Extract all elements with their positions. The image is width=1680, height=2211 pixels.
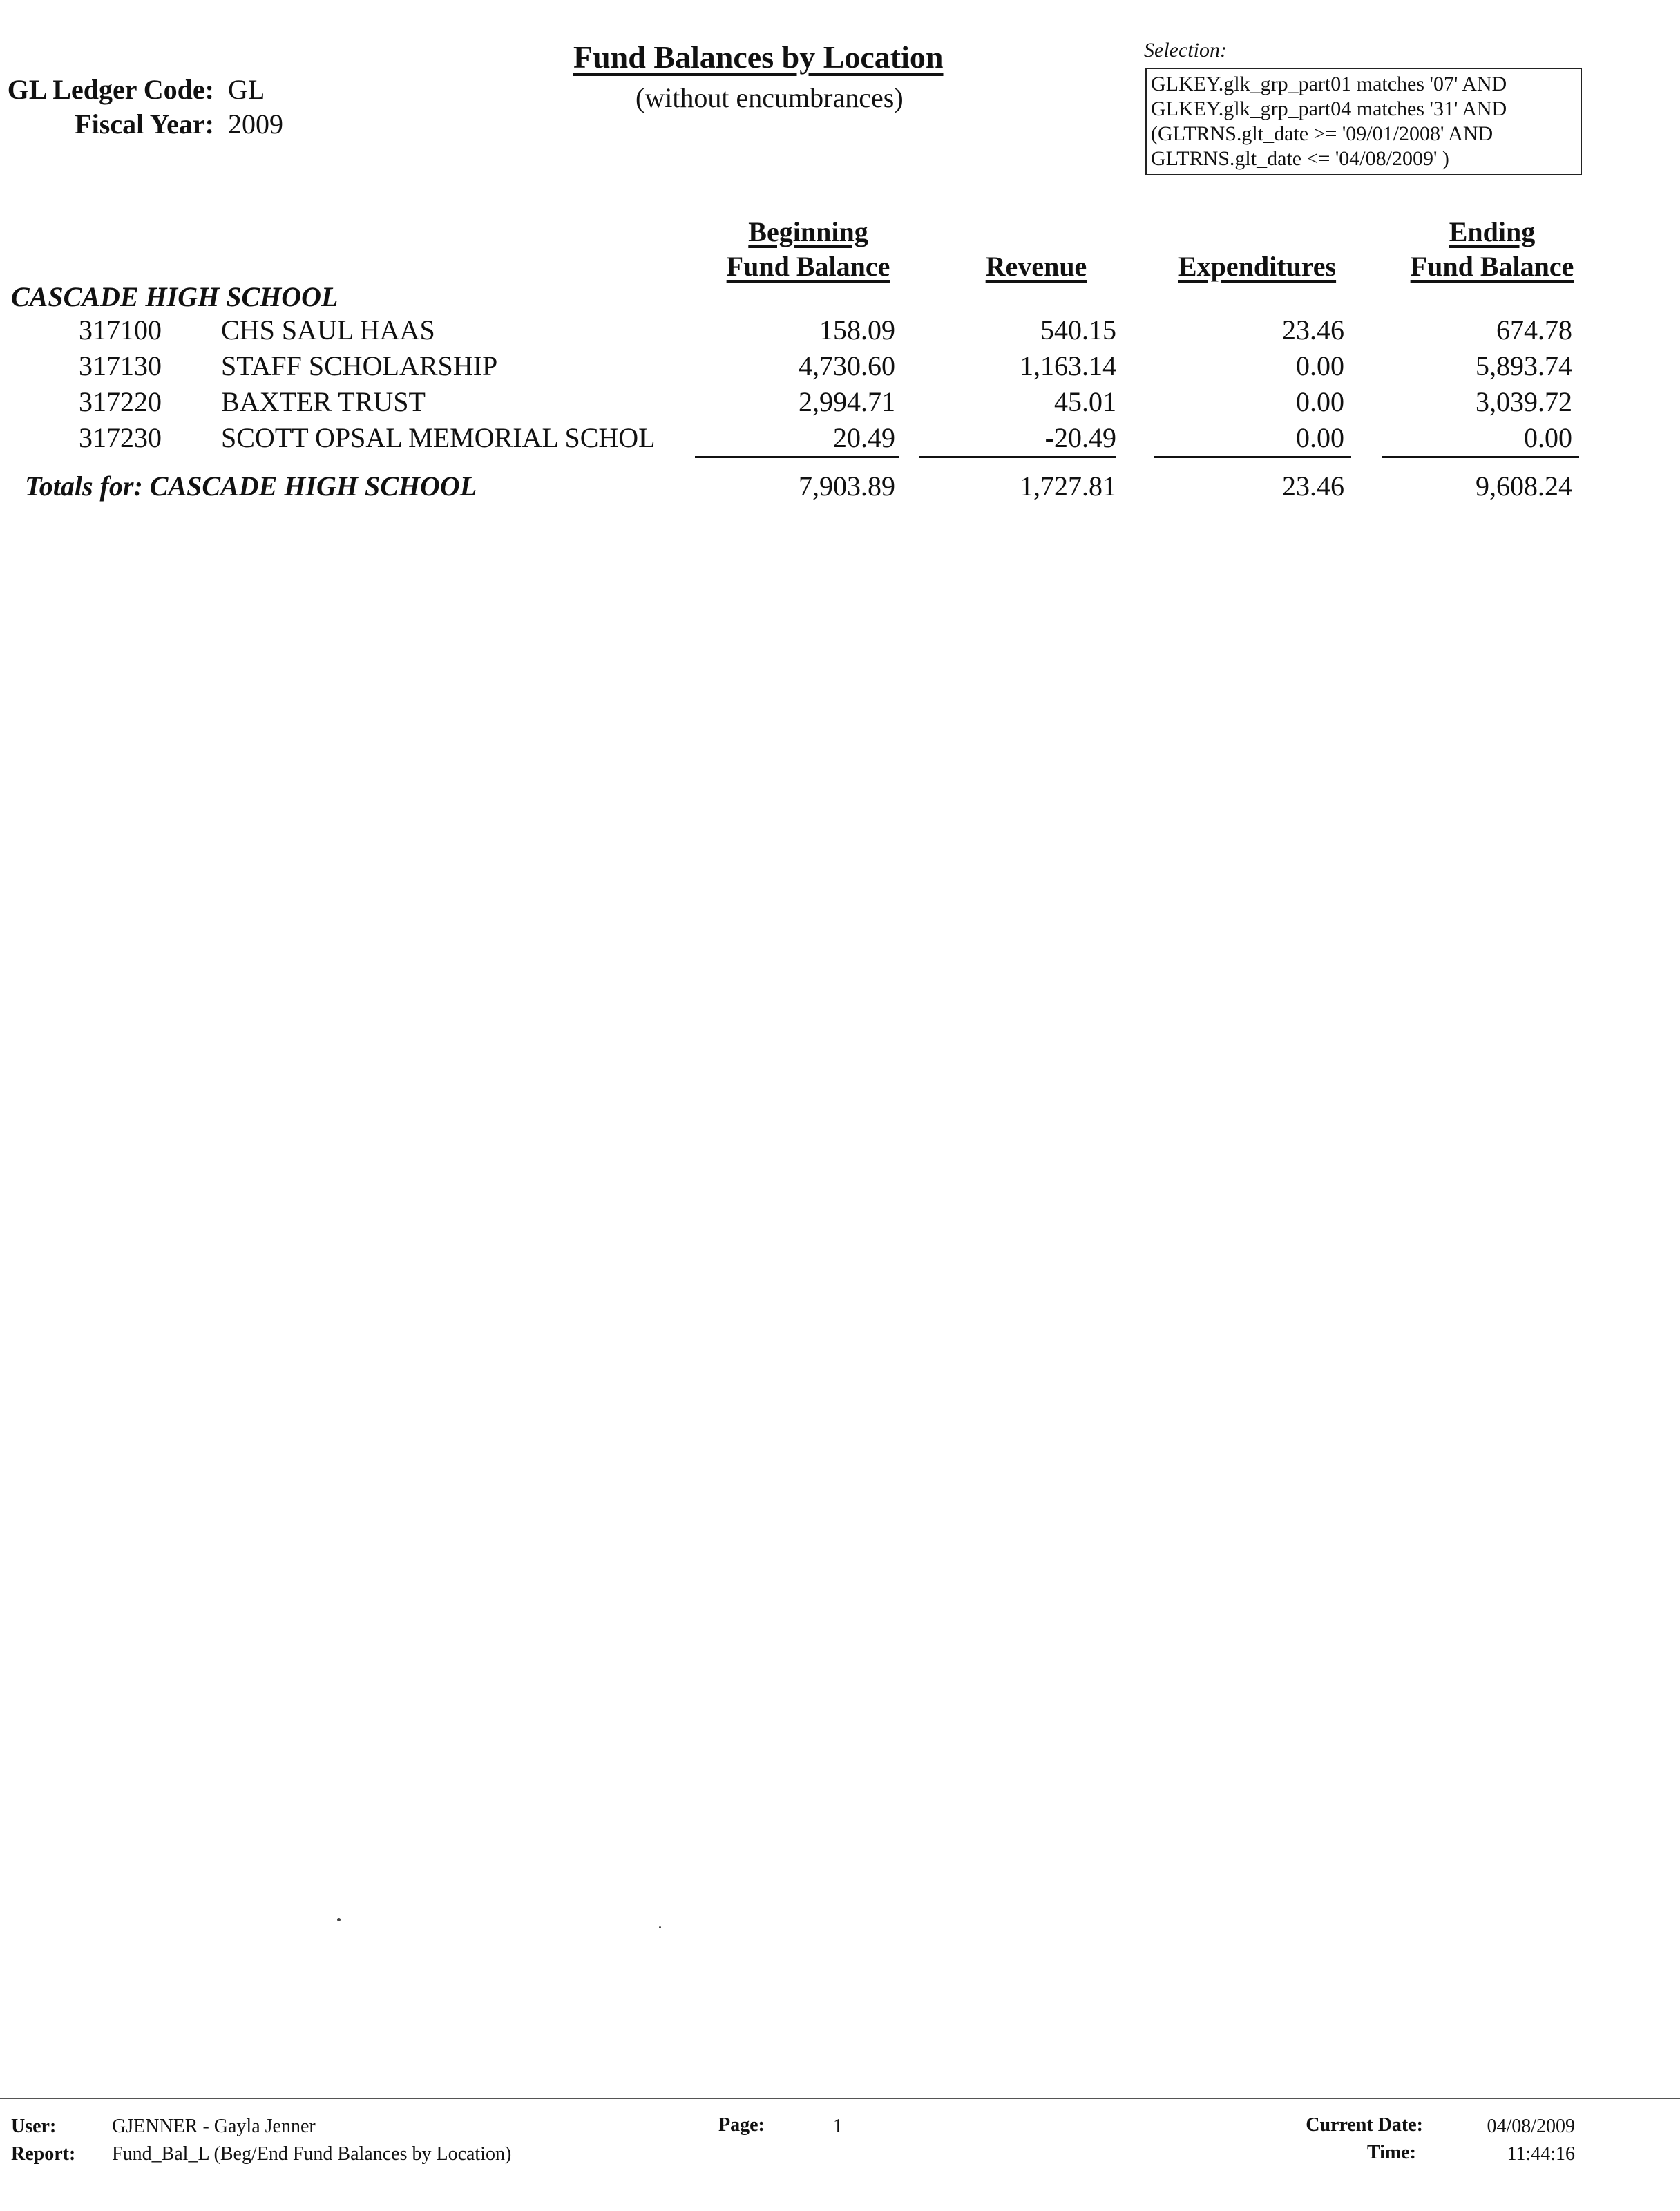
- ledger-code-label: GL Ledger Code:: [7, 74, 214, 105]
- current-date-label: Current Date:: [1306, 2114, 1423, 2136]
- account-name: STAFF SCHOLARSHIP: [221, 350, 498, 381]
- table-row: [0, 350, 1680, 386]
- revenue-value: -20.49: [1044, 422, 1116, 453]
- account-name: BAXTER TRUST: [221, 386, 426, 417]
- total-revenue: 1,727.81: [1020, 471, 1116, 502]
- table-row: [0, 314, 1680, 350]
- col-header-ending-1: Ending: [1449, 216, 1536, 247]
- report-label: Report:: [11, 2143, 76, 2165]
- selection-label: Selection:: [1144, 39, 1227, 61]
- expenditures-value: 0.00: [1296, 422, 1344, 453]
- expenditures-value: 0.00: [1296, 386, 1344, 417]
- table-row: [0, 421, 1680, 457]
- account-code: 317100: [79, 314, 162, 345]
- total-beginning-balance: 7,903.89: [799, 471, 895, 502]
- totals-label: Totals for: CASCADE HIGH SCHOOL: [25, 471, 477, 502]
- subtotal-rule: [695, 456, 899, 458]
- selection-criteria-line: GLTRNS.glt_date <= '04/08/2009' ): [1151, 147, 1449, 170]
- beginning-balance: 20.49: [833, 422, 895, 453]
- subtotal-rule: [1154, 456, 1351, 458]
- selection-criteria-box: [1145, 68, 1582, 175]
- report-value: Fund_Bal_L (Beg/End Fund Balances by Location): [112, 2143, 512, 2165]
- user-value: GJENNER - Gayla Jenner: [112, 2116, 316, 2137]
- account-name: SCOTT OPSAL MEMORIAL SCHOL: [221, 422, 656, 453]
- account-code: 317220: [79, 386, 162, 417]
- ending-balance: 674.78: [1496, 314, 1572, 345]
- totals-row: [0, 470, 1680, 506]
- page-number: 1: [833, 2116, 843, 2137]
- selection-criteria-line: (GLTRNS.glt_date >= '09/01/2008' AND: [1151, 122, 1493, 145]
- current-date-value: 04/08/2009: [1487, 2116, 1575, 2137]
- user-label: User:: [11, 2116, 57, 2137]
- fiscal-year-label: Fiscal Year:: [75, 108, 214, 140]
- revenue-value: 45.01: [1054, 386, 1116, 417]
- ledger-code-value: GL: [228, 74, 265, 105]
- subtotal-rule: [919, 456, 1116, 458]
- revenue-value: 1,163.14: [1020, 350, 1116, 381]
- expenditures-value: 0.00: [1296, 350, 1344, 381]
- time-label: Time:: [1366, 2142, 1416, 2163]
- col-header-expenditures: Expenditures: [1178, 251, 1337, 282]
- scan-speck: [659, 1926, 661, 1928]
- col-header-beginning-1: Beginning: [748, 216, 868, 247]
- ending-balance: 3,039.72: [1476, 386, 1572, 417]
- col-header-revenue: Revenue: [985, 251, 1087, 282]
- fiscal-year-value: 2009: [228, 108, 283, 140]
- report-subtitle: (without encumbrances): [636, 82, 904, 113]
- page-label: Page:: [718, 2114, 765, 2136]
- account-code: 317230: [79, 422, 162, 453]
- selection-criteria-line: GLKEY.glk_grp_part04 matches '31' AND: [1151, 97, 1507, 120]
- beginning-balance: 158.09: [819, 314, 895, 345]
- table-row: [0, 386, 1680, 421]
- time-value: 11:44:16: [1507, 2143, 1575, 2165]
- ending-balance: 5,893.74: [1476, 350, 1572, 381]
- location-section-title: CASCADE HIGH SCHOOL: [11, 281, 338, 312]
- beginning-balance: 4,730.60: [799, 350, 895, 381]
- scan-speck: [337, 1918, 341, 1921]
- beginning-balance: 2,994.71: [799, 386, 895, 417]
- account-code: 317130: [79, 350, 162, 381]
- expenditures-value: 23.46: [1282, 314, 1344, 345]
- ending-balance: 0.00: [1524, 422, 1572, 453]
- report-title: Fund Balances by Location: [573, 39, 944, 75]
- account-name: CHS SAUL HAAS: [221, 314, 435, 345]
- footer-rule: [0, 2098, 1680, 2099]
- subtotal-rule: [1382, 456, 1579, 458]
- col-header-beginning-2: Fund Balance: [726, 251, 890, 282]
- selection-criteria-line: GLKEY.glk_grp_part01 matches '07' AND: [1151, 73, 1507, 95]
- total-expenditures: 23.46: [1282, 471, 1344, 502]
- revenue-value: 540.15: [1040, 314, 1116, 345]
- col-header-ending-2: Fund Balance: [1410, 251, 1574, 282]
- total-ending-balance: 9,608.24: [1476, 471, 1572, 502]
